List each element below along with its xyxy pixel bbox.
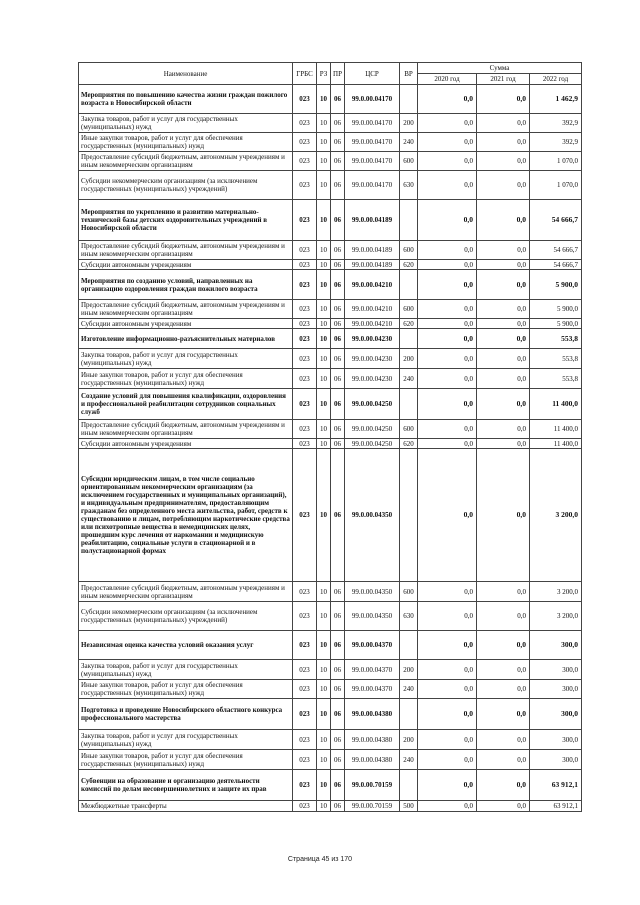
cell-y2022: 3 200,0 [530,602,582,631]
cell-csr: 99.0.00.04380 [345,750,400,770]
cell-csr: 99.0.00.04350 [345,602,400,631]
cell-vr: 200 [400,349,418,369]
cell-pr: 06 [331,85,345,114]
header-csr: ЦСР [345,63,400,85]
cell-y2020: 0,0 [418,200,477,241]
cell-y2021: 0,0 [477,369,530,389]
cell-y2020: 0,0 [418,449,477,582]
cell-pr: 06 [331,631,345,660]
cell-y2021: 0,0 [477,152,530,171]
cell-y2020: 0,0 [418,631,477,660]
cell-grbs: 023 [293,241,317,260]
cell-rz: 10 [317,329,331,349]
cell-name: Иные закупки товаров, работ и услуг для обеспечения государственных (муниципальных) нужд [79,680,293,699]
cell-name: Субсидии некоммерческим организациям (за исключением государственных (муниципальных) учреждений) [79,602,293,631]
cell-y2022: 300,0 [530,680,582,699]
cell-vr [400,329,418,349]
cell-name: Иные закупки товаров, работ и услуг для обеспечения государственных (муниципальных) нужд [79,369,293,389]
cell-vr: 200 [400,730,418,750]
cell-grbs: 023 [293,389,317,420]
cell-y2022: 1 462,9 [530,85,582,114]
cell-vr: 600 [400,241,418,260]
cell-name: Субвенции на образование и организацию деятельности комиссий по делам несовершеннолетних и защите их прав [79,770,293,801]
cell-pr: 06 [331,349,345,369]
table-row [79,680,582,699]
table-body [79,85,582,812]
cell-rz: 10 [317,133,331,152]
budget-table [78,62,582,812]
cell-y2021: 0,0 [477,200,530,241]
cell-name: Закупка товаров, работ и услуг для государственных (муниципальных) нужд [79,660,293,680]
cell-name: Субсидии автономным учреждениям [79,260,293,270]
cell-vr: 240 [400,369,418,389]
cell-y2022: 553,8 [530,329,582,349]
cell-rz: 10 [317,449,331,582]
cell-csr: 99.0.00.04210 [345,300,400,319]
cell-y2021: 0,0 [477,300,530,319]
cell-y2022: 5 900,0 [530,319,582,329]
cell-csr: 99.0.00.04170 [345,114,400,133]
cell-rz: 10 [317,582,331,602]
cell-y2021: 0,0 [477,770,530,801]
cell-rz: 10 [317,152,331,171]
cell-y2021: 0,0 [477,439,530,449]
table-row [79,439,582,449]
cell-grbs: 023 [293,631,317,660]
table-row [79,260,582,270]
cell-y2020: 0,0 [418,582,477,602]
cell-csr: 99.0.00.70159 [345,770,400,801]
cell-grbs: 023 [293,369,317,389]
cell-csr: 99.0.00.04350 [345,449,400,582]
cell-y2022: 3 200,0 [530,582,582,602]
cell-name: Изготовление информационно-разъяснительных материалов [79,329,293,349]
cell-pr: 06 [331,449,345,582]
cell-y2022: 553,8 [530,369,582,389]
cell-csr: 99.0.00.04380 [345,730,400,750]
cell-pr: 06 [331,260,345,270]
cell-name: Субсидии автономным учреждениям [79,439,293,449]
cell-y2022: 300,0 [530,699,582,730]
cell-y2020: 0,0 [418,439,477,449]
cell-y2020: 0,0 [418,349,477,369]
cell-y2022: 54 666,7 [530,260,582,270]
cell-rz: 10 [317,270,331,300]
cell-rz: 10 [317,171,331,200]
budget-table-sheet [78,62,581,812]
cell-csr: 99.0.00.04189 [345,200,400,241]
header-name: Наименование [79,63,293,85]
cell-vr: 620 [400,439,418,449]
cell-vr [400,200,418,241]
cell-y2020: 0,0 [418,300,477,319]
cell-name: Закупка товаров, работ и услуг для государственных (муниципальных) нужд [79,730,293,750]
cell-grbs: 023 [293,171,317,200]
cell-y2022: 392,9 [530,133,582,152]
cell-rz: 10 [317,699,331,730]
cell-pr: 06 [331,319,345,329]
table-row [79,270,582,300]
table-row [79,602,582,631]
cell-y2021: 0,0 [477,680,530,699]
cell-y2022: 392,9 [530,114,582,133]
header-rz: РЗ [317,63,331,85]
cell-csr: 99.0.00.04189 [345,260,400,270]
cell-y2020: 0,0 [418,660,477,680]
cell-pr: 06 [331,730,345,750]
cell-name: Предоставление субсидий бюджетным, автономным учреждениям и иным некоммерческим организациям [79,300,293,319]
cell-csr: 99.0.00.04170 [345,171,400,200]
header-2020: 2020 год [418,74,477,85]
cell-rz: 10 [317,319,331,329]
table-row [79,241,582,260]
cell-csr: 99.0.00.04230 [345,349,400,369]
cell-pr: 06 [331,660,345,680]
cell-rz: 10 [317,680,331,699]
cell-vr: 630 [400,602,418,631]
cell-csr: 99.0.00.04350 [345,582,400,602]
cell-y2021: 0,0 [477,85,530,114]
cell-pr: 06 [331,801,345,812]
cell-y2021: 0,0 [477,602,530,631]
cell-y2020: 0,0 [418,680,477,699]
cell-vr: 200 [400,660,418,680]
cell-rz: 10 [317,439,331,449]
cell-y2020: 0,0 [418,389,477,420]
cell-y2021: 0,0 [477,260,530,270]
cell-y2022: 5 900,0 [530,300,582,319]
cell-y2022: 300,0 [530,730,582,750]
cell-csr: 99.0.00.04370 [345,680,400,699]
table-row [79,152,582,171]
cell-y2022: 300,0 [530,631,582,660]
cell-rz: 10 [317,389,331,420]
cell-name: Предоставление субсидий бюджетным, автономным учреждениям и иным некоммерческим организациям [79,582,293,602]
cell-name: Закупка товаров, работ и услуг для государственных (муниципальных) нужд [79,349,293,369]
cell-rz: 10 [317,300,331,319]
cell-y2021: 0,0 [477,241,530,260]
table-row [79,750,582,770]
header-vr: ВР [400,63,418,85]
table-row [79,133,582,152]
cell-grbs: 023 [293,750,317,770]
cell-pr: 06 [331,133,345,152]
page-footer: Страница 45 из 170 [287,856,353,863]
table-row [79,582,582,602]
cell-name: Иные закупки товаров, работ и услуг для обеспечения государственных (муниципальных) нужд [79,750,293,770]
cell-csr: 99.0.00.04250 [345,439,400,449]
cell-name: Мероприятия по созданию условий, направленных на организацию оздоровления граждан пожилого возраста [79,270,293,300]
cell-y2021: 0,0 [477,449,530,582]
table-row [79,200,582,241]
cell-y2022: 1 070,0 [530,152,582,171]
header-2021: 2021 год [477,74,530,85]
cell-pr: 06 [331,602,345,631]
cell-name: Создание условий для повышения квалификации, оздоровления и профессиональной реабилитации сотрудников социальных служб [79,389,293,420]
cell-csr: 99.0.00.04170 [345,152,400,171]
cell-vr: 600 [400,152,418,171]
cell-name: Межбюджетные трансферты [79,801,293,812]
cell-y2022: 54 666,7 [530,241,582,260]
cell-grbs: 023 [293,152,317,171]
cell-vr [400,270,418,300]
cell-csr: 99.0.00.04170 [345,85,400,114]
cell-grbs: 023 [293,420,317,439]
cell-csr: 99.0.00.04170 [345,133,400,152]
cell-y2022: 11 400,0 [530,389,582,420]
cell-vr: 200 [400,114,418,133]
cell-y2021: 0,0 [477,329,530,349]
cell-pr: 06 [331,270,345,300]
cell-pr: 06 [331,369,345,389]
cell-y2020: 0,0 [418,699,477,730]
cell-y2021: 0,0 [477,171,530,200]
cell-y2020: 0,0 [418,329,477,349]
cell-csr: 99.0.00.04380 [345,699,400,730]
cell-y2022: 300,0 [530,750,582,770]
cell-csr: 99.0.00.04370 [345,631,400,660]
cell-name: Субсидии юридическим лицам, в том числе социально ориентированным некоммерческим организациям (за исключением государственных и муниципальных организаций), и индивидуальным предпринимателям, предоставляющим гражданам без определенного места жительства, работ, средств к существованию и лицам, потребляющим наркотические средства или психотропные вещества в немедицинских целях, прошедшим курс лечения от наркомании и медицинскую реабилитацию, социальные услуги в стационарной и в полустационарной формах [79,449,293,582]
table-row [79,171,582,200]
cell-pr: 06 [331,114,345,133]
cell-rz: 10 [317,369,331,389]
cell-csr: 99.0.00.04230 [345,329,400,349]
table-row [79,329,582,349]
cell-vr: 500 [400,801,418,812]
header-sum: Сумма [418,63,582,74]
cell-csr: 99.0.00.04250 [345,420,400,439]
cell-y2020: 0,0 [418,369,477,389]
cell-y2021: 0,0 [477,750,530,770]
cell-vr [400,770,418,801]
cell-name: Субсидии автономным учреждениям [79,319,293,329]
cell-pr: 06 [331,420,345,439]
cell-csr: 99.0.00.04230 [345,369,400,389]
cell-pr: 06 [331,300,345,319]
cell-grbs: 023 [293,770,317,801]
cell-name: Предоставление субсидий бюджетным, автономным учреждениям и иным некоммерческим организациям [79,420,293,439]
table-row [79,319,582,329]
cell-vr: 630 [400,171,418,200]
cell-pr: 06 [331,389,345,420]
cell-y2021: 0,0 [477,270,530,300]
cell-grbs: 023 [293,114,317,133]
cell-grbs: 023 [293,730,317,750]
cell-y2021: 0,0 [477,631,530,660]
cell-y2022: 11 400,0 [530,439,582,449]
table-row [79,420,582,439]
cell-rz: 10 [317,114,331,133]
cell-name: Независимая оценка качества условий оказания услуг [79,631,293,660]
cell-grbs: 023 [293,260,317,270]
cell-y2020: 0,0 [418,260,477,270]
cell-rz: 10 [317,85,331,114]
cell-grbs: 023 [293,133,317,152]
cell-name: Закупка товаров, работ и услуг для государственных (муниципальных) нужд [79,114,293,133]
cell-csr: 99.0.00.04250 [345,389,400,420]
cell-pr: 06 [331,152,345,171]
cell-y2021: 0,0 [477,730,530,750]
cell-csr: 99.0.00.04210 [345,270,400,300]
table-row [79,389,582,420]
cell-grbs: 023 [293,801,317,812]
cell-y2021: 0,0 [477,582,530,602]
cell-vr [400,85,418,114]
cell-name: Предоставление субсидий бюджетным, автономным учреждениям и иным некоммерческим организациям [79,152,293,171]
table-row [79,801,582,812]
cell-vr: 240 [400,133,418,152]
cell-vr [400,449,418,582]
cell-grbs: 023 [293,699,317,730]
cell-y2020: 0,0 [418,114,477,133]
cell-vr: 240 [400,750,418,770]
cell-grbs: 023 [293,439,317,449]
cell-y2021: 0,0 [477,349,530,369]
cell-grbs: 023 [293,660,317,680]
cell-rz: 10 [317,420,331,439]
cell-y2022: 3 200,0 [530,449,582,582]
cell-pr: 06 [331,680,345,699]
cell-grbs: 023 [293,200,317,241]
cell-pr: 06 [331,439,345,449]
cell-csr: 99.0.00.04370 [345,660,400,680]
cell-rz: 10 [317,631,331,660]
cell-rz: 10 [317,801,331,812]
cell-pr: 06 [331,699,345,730]
cell-y2022: 5 900,0 [530,270,582,300]
cell-csr: 99.0.00.04189 [345,241,400,260]
cell-rz: 10 [317,602,331,631]
cell-vr [400,389,418,420]
table-row [79,730,582,750]
table-row [79,449,582,582]
table-row [79,631,582,660]
cell-y2022: 300,0 [530,660,582,680]
cell-name: Подготовка и проведение Новосибирского областного конкурса профессионального мастерства [79,699,293,730]
cell-grbs: 023 [293,85,317,114]
cell-y2022: 553,8 [530,349,582,369]
cell-pr: 06 [331,329,345,349]
cell-rz: 10 [317,730,331,750]
table-row [79,699,582,730]
cell-vr: 600 [400,582,418,602]
cell-vr [400,699,418,730]
cell-name: Иные закупки товаров, работ и услуг для обеспечения государственных (муниципальных) нужд [79,133,293,152]
cell-y2020: 0,0 [418,85,477,114]
cell-pr: 06 [331,750,345,770]
cell-y2022: 63 912,1 [530,770,582,801]
cell-vr: 240 [400,680,418,699]
cell-y2020: 0,0 [418,133,477,152]
table-row [79,349,582,369]
cell-y2021: 0,0 [477,389,530,420]
table-row [79,85,582,114]
cell-grbs: 023 [293,300,317,319]
cell-y2020: 0,0 [418,171,477,200]
cell-y2020: 0,0 [418,152,477,171]
cell-y2022: 63 912,1 [530,801,582,812]
cell-pr: 06 [331,241,345,260]
cell-rz: 10 [317,660,331,680]
cell-rz: 10 [317,241,331,260]
cell-csr: 99.0.00.04210 [345,319,400,329]
cell-rz: 10 [317,260,331,270]
table-row [79,300,582,319]
cell-y2022: 54 666,7 [530,200,582,241]
header-2022: 2022 год [530,74,582,85]
cell-y2020: 0,0 [418,730,477,750]
cell-grbs: 023 [293,602,317,631]
cell-pr: 06 [331,200,345,241]
cell-vr: 620 [400,260,418,270]
cell-y2020: 0,0 [418,270,477,300]
cell-y2021: 0,0 [477,133,530,152]
table-row [79,114,582,133]
cell-grbs: 023 [293,349,317,369]
cell-grbs: 023 [293,329,317,349]
cell-grbs: 023 [293,582,317,602]
cell-pr: 06 [331,770,345,801]
cell-vr: 620 [400,319,418,329]
cell-grbs: 023 [293,319,317,329]
cell-y2020: 0,0 [418,801,477,812]
table-row [79,660,582,680]
cell-y2021: 0,0 [477,660,530,680]
cell-grbs: 023 [293,680,317,699]
cell-pr: 06 [331,582,345,602]
cell-rz: 10 [317,200,331,241]
cell-y2021: 0,0 [477,319,530,329]
table-row [79,369,582,389]
cell-pr: 06 [331,171,345,200]
cell-csr: 99.0.00.70159 [345,801,400,812]
cell-y2020: 0,0 [418,241,477,260]
cell-rz: 10 [317,770,331,801]
cell-name: Предоставление субсидий бюджетным, автономным учреждениям и иным некоммерческим организациям [79,241,293,260]
cell-y2021: 0,0 [477,699,530,730]
cell-y2020: 0,0 [418,770,477,801]
cell-rz: 10 [317,750,331,770]
cell-y2020: 0,0 [418,602,477,631]
cell-y2022: 11 400,0 [530,420,582,439]
cell-y2020: 0,0 [418,750,477,770]
table-row [79,770,582,801]
cell-y2021: 0,0 [477,114,530,133]
cell-y2020: 0,0 [418,319,477,329]
header-grbs: ГРБС [293,63,317,85]
cell-vr: 600 [400,300,418,319]
cell-name: Субсидии некоммерческим организациям (за исключением государственных (муниципальных) учреждений) [79,171,293,200]
cell-name: Мероприятия по повышению качества жизни граждан пожилого возраста в Новосибирской области [79,85,293,114]
cell-y2020: 0,0 [418,420,477,439]
cell-grbs: 023 [293,270,317,300]
cell-rz: 10 [317,349,331,369]
cell-y2021: 0,0 [477,801,530,812]
cell-name: Мероприятия по укреплению и развитию материально-технической базы детских оздоровительных учреждений в Новосибирской области [79,200,293,241]
header-pr: ПР [331,63,345,85]
cell-grbs: 023 [293,449,317,582]
cell-y2022: 1 070,0 [530,171,582,200]
cell-y2021: 0,0 [477,420,530,439]
cell-vr: 600 [400,420,418,439]
cell-vr [400,631,418,660]
